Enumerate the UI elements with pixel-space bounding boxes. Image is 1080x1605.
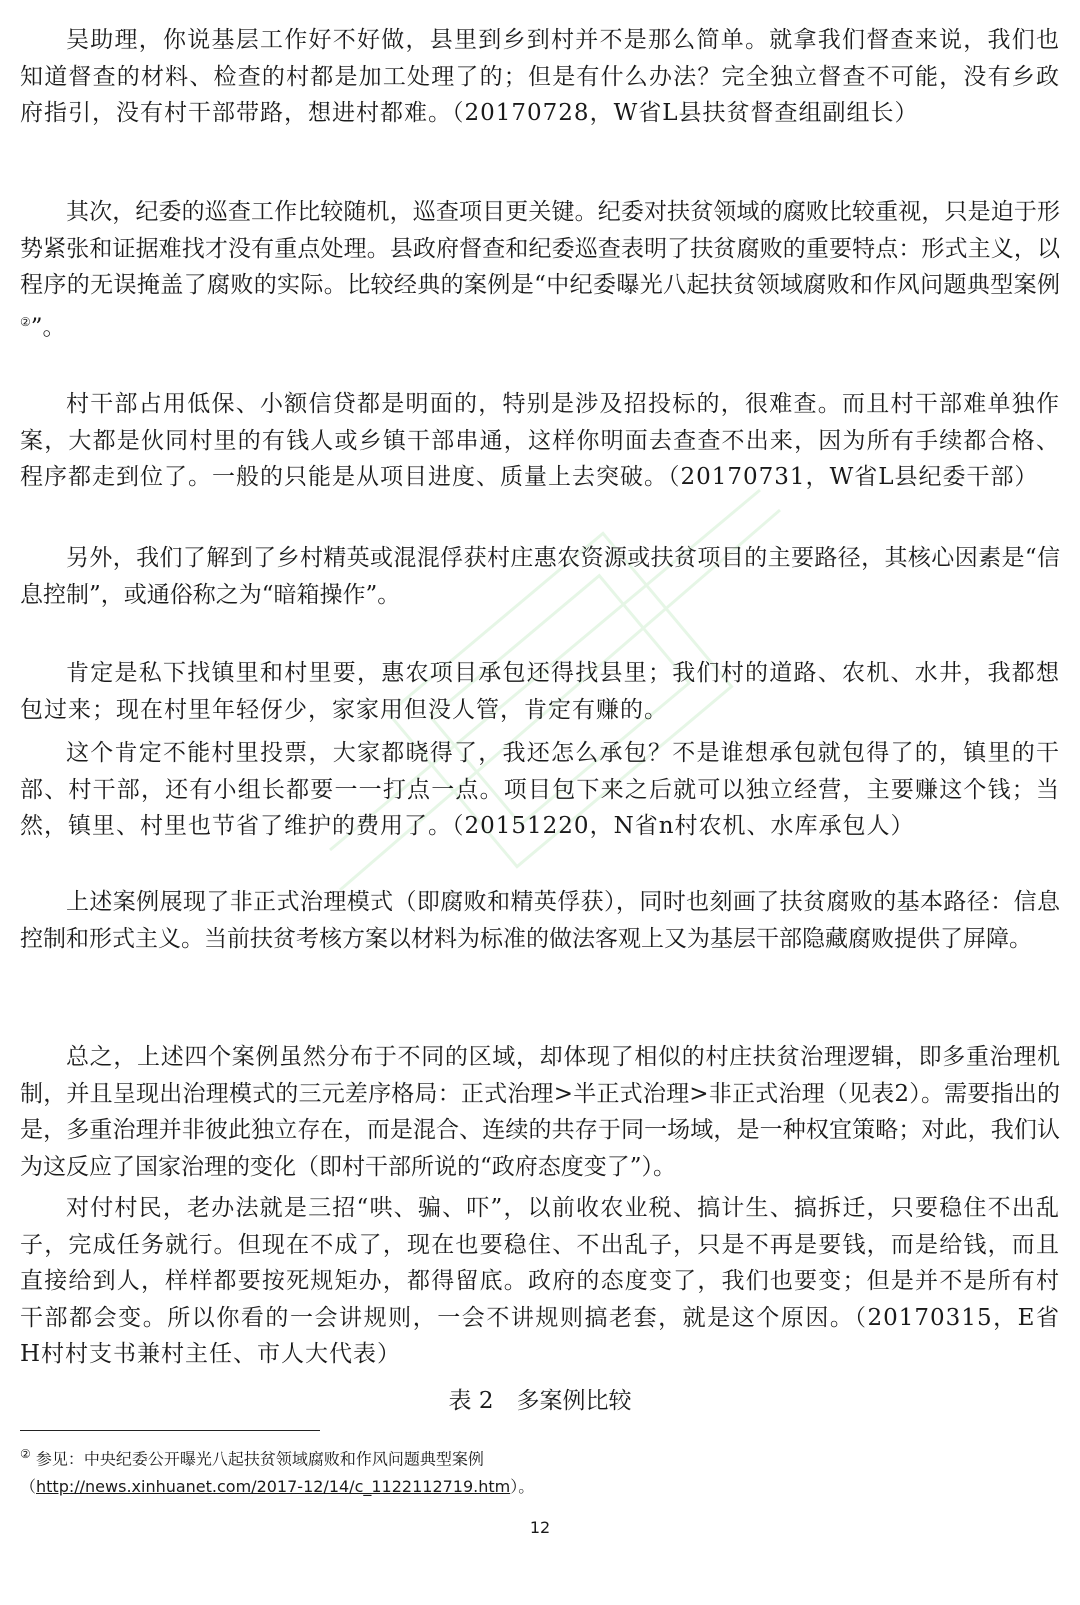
footnote-mark: ② [20,1447,31,1461]
footnote-rule [20,1430,320,1431]
interview-quote-4: 这个肯定不能村里投票，大家都晓得了，我还怎么承包？不是谁想承包就包得了的，镇里的干部、村干部，还有小组长都要一一打点一点。项目包下来之后就可以独立经营，主要赚这个钱；当然，镇里、村里也节省了维护的费用了。（20151220，N省n村农机、水库承包人） [20,740,1060,839]
body-paragraph-4: 另外，我们了解到了乡村精英或混混俘获村庄惠农资源或扶贫项目的主要路径，其核心因素是“信息控制”，或通俗称之为“暗箱操作”。 [20,545,1060,608]
body-paragraph-7: 上述案例展现了非正式治理模式（即腐败和精英俘获），同时也刻画了扶贫腐败的基本路径：信息控制和形式主义。当前扶贫考核方案以材料为标准的做法客观上又为基层干部隐藏腐败提供了屏障。 [20,889,1060,952]
paragraph-text-tail: ”。 [30,314,66,341]
interview-quote-3: 肯定是私下找镇里和村里要，惠农项目承包还得找县里；我们村的道路、农机、水井，我都想包过来；现在村里年轻伢少，家家用但没人管，肯定有赚的。 [20,660,1060,723]
interview-quote-5: 对付村民，老办法就是三招“哄、骗、吓”，以前收农业税、搞计生、搞拆迁，只要稳住不出乱子，完成任务就行。但现在不成了，现在也要稳住、不出乱子，只是不再是要钱，而是给钱，而且直接给到人，样样都要按死规矩办，都得留底。政府的态度变了，我们也要变；但是并不是所有村干部都会变。所以你看的一会讲规则，一会不讲规则搞老套，就是这个原因。（20170315，E省H村村支书兼村主任、市人大代表） [20,1195,1060,1367]
paragraph-text: 其次，纪委的巡查工作比较随机，巡查项目更关键。纪委对扶贫领域的腐败比较重视，只是迫于形势紧张和证据难找才没有重点处理。县政府督查和纪委巡查表明了扶贫腐败的重要特点：形式主义，以程序的无误掩盖了腐败的实际。比较经典的案例是“中纪委曝光八起扶贫领域腐败和作风问题典型案例 [20,199,1060,298]
footnote-text: 参见：中央纪委公开曝光八起扶贫领域腐败和作风问题典型案例 [35,1449,484,1469]
table-caption: 表 2 多案例比较 [448,1388,632,1414]
body-paragraph-8: 总之，上述四个案例虽然分布于不同的区域，却体现了相似的村庄扶贫治理逻辑，即多重治理机制，并且呈现出治理模式的三元差序格局：正式治理>半正式治理>非正式治理（见表2）。需要指出的是，多重治理并非彼此独立存在，而是混合、连续的共存于同一场域，是一种权宜策略；对此，我们认为这反应了国家治理的变化（即村干部所说的“政府态度变了”）。 [20,1044,1060,1180]
footnote-ref: ② [20,314,31,329]
interview-quote-2: 村干部占用低保、小额信贷都是明面的，特别是涉及招投标的，很难查。而且村干部难单独作案，大都是伙同村里的有钱人或乡镇干部串通，这样你明面去查查不出来，因为所有手续都合格、程序都走到位了。一般的只能是从项目进度、质量上去突破。（20170731，W省L县纪委干部） [20,391,1060,490]
footnote-link-open: （ [20,1477,37,1497]
footnote [20,1440,1060,1501]
body-paragraph-2 [20,194,1060,346]
interview-quote-1: 吴助理，你说基层工作好不好做，县里到乡到村并不是那么简单。就拿我们督查来说，我们也知道督查的材料、检查的村都是加工处理了的；但是有什么办法？完全独立督查不可能，没有乡政府指引，没有村干部带路，想进村都难。（20170728，W省L县扶贫督查组副组长） [20,27,1060,126]
page-number: 12 [529,1518,551,1537]
footnote-link-close: ）。 [510,1477,535,1497]
footnote-line-1 [20,1440,1060,1473]
footnote-link[interactable]: http://news.xinhuanet.com/2017-12/14/c_1122112719.htm [36,1477,511,1497]
footnote-line-2 [20,1473,1060,1501]
